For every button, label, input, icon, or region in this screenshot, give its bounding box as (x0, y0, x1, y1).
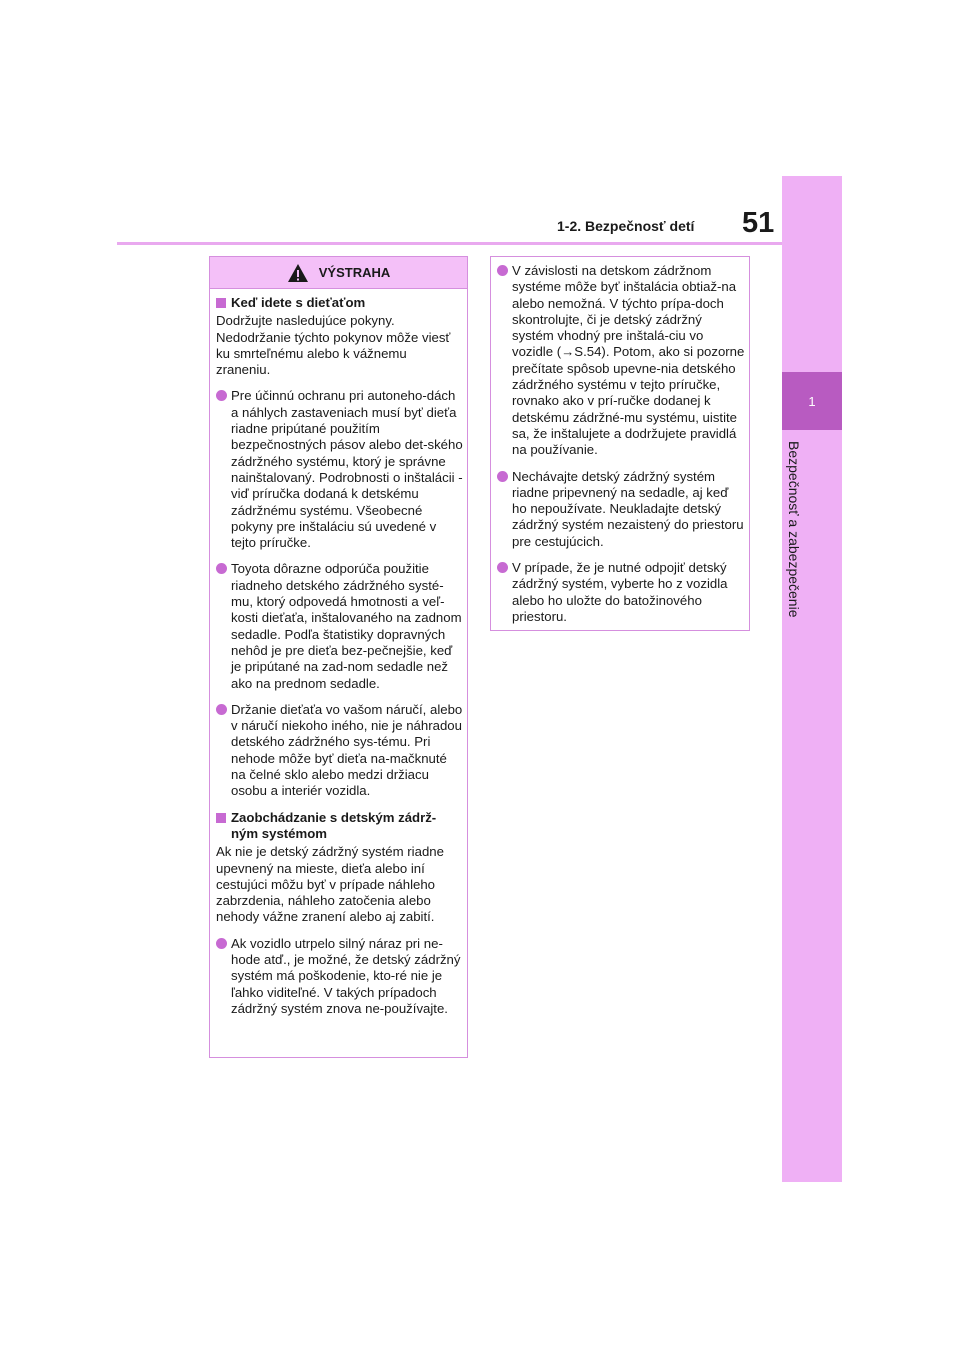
bullet-text: V závislosti na detskom zádržnom systéme môže byť inštalácia obtiaž-na alebo nemožná. V týchto prípa-doch skontrolujte, či je detský zádržný systém vhodný pre inštalá-ciu vo vozidle (→S.54). Potom, ako si pozorne prečítate spôsob upevne-nia detského zádržného systému v tejto príručke, rovnako ako v prí-ručke dodanej k detskému zádržné-mu systému, uistite sa, že inštalujete a dodržujete pravidlá na používanie. (512, 263, 745, 458)
bullet-dot-icon (497, 265, 508, 276)
header-divider (117, 242, 782, 245)
list-item (216, 936, 463, 1017)
bullet-text: Toyota dôrazne odporúča použitie riadneho detského zádržného systé-mu, ktorý odpovedá hmotnosti a veľ-kosti dieťaťa, inštalovaného na zadnom sedadle. Podľa štatistiky dopravných nehôd je pre dieťa bez-pečnejšie, keď je pripútané na zad-nom sedadle než ako na prednom sedadle. (231, 561, 462, 691)
section-heading (216, 810, 463, 843)
heading-text: Keď idete s dieťaťom (231, 295, 366, 310)
bullet-text: Držanie dieťaťa vo vašom náručí, alebo v náručí niekoho iného, nie je náhradou detského zádržného sys-tému. Pri nehode môže byť dieťa na-mačknuté na čelné sklo alebo medzi držiacu osobu a interiér vozidla. (231, 701, 463, 799)
section-title: 1-2. Bezpečnosť detí (557, 218, 695, 234)
list-item (497, 469, 745, 550)
page-number: 51 (742, 207, 775, 239)
section-heading (216, 295, 463, 311)
bullet-dot-icon (216, 390, 227, 401)
bullet-text: Pre účinnú ochranu pri autoneho-dách a náhlych zastaveniach musí byť dieťa riadne pripútané použitím bezpečnostných pásov alebo det-ského zádržného systému, ktorý je správne nainštalovaný. Podrobnosti o inštalácii - viď príručka dodaná k detskému zádržnému systému. Všeobecné pokyny pre inštaláciu sú uvedené v tejto príručke. (231, 388, 463, 551)
warning-body-continued (491, 257, 749, 625)
bullet-dot-icon (216, 938, 227, 949)
bullet-dot-icon (216, 563, 227, 574)
chapter-title: Bezpečnosť a zabezpečenie (786, 441, 802, 618)
bullet-dot-icon (497, 562, 508, 573)
list-item (497, 263, 745, 459)
warning-body (210, 289, 467, 1017)
warning-header (210, 257, 467, 289)
intro-paragraph: Ak nie je detský zádržný systém riadne upevnený na mieste, dieťa alebo iní cestujúci môžu byť v prípade náhleho zabrzdenia, náhleho zatočenia alebo nehody vážne zranení alebo aj zabití. (216, 844, 444, 925)
bullet-dot-icon (497, 471, 508, 482)
list-item (216, 561, 463, 691)
warning-box-continued (490, 256, 750, 631)
intro-paragraph: Dodržujte nasledujúce pokyny. Nedodržanie týchto pokynov môže viesť ku smrteľnému alebo k vážnemu zraneniu. (216, 313, 451, 378)
list-item (216, 702, 463, 800)
list-item (216, 388, 463, 551)
square-bullet-icon (216, 298, 226, 308)
heading-text: Zaobchádzanie s detským zádrž-ným systémom (231, 809, 437, 841)
bullet-text: Nechávajte detský zádržný systém riadne pripevnený na sedadle, aj keď ho nepoužívate. Neukladajte detský zádržný systém nezaistený do priestoru pre cestujúcich. (512, 468, 744, 549)
list-item (497, 560, 745, 625)
chapter-number: 1 (782, 372, 842, 430)
warning-title: VÝSTRAHA (318, 265, 391, 280)
bullet-dot-icon (216, 704, 227, 715)
square-bullet-icon (216, 813, 226, 823)
chapter-side-tab (782, 176, 842, 1182)
warning-box (209, 256, 468, 1058)
bullet-text: V prípade, že je nutné odpojiť detský zádržný systém, vyberte ho z vozidla alebo ho uložte do batožinového priestoru. (512, 560, 728, 624)
bullet-text: Ak vozidlo utrpelo silný náraz pri ne-hode atď., je možné, že detský zádržný systém má poškodenie, kto-ré nie je ľahko viditeľné. V takých prípadoch zádržný systém znova ne-používajte. (231, 935, 461, 1016)
warning-triangle-icon (287, 263, 309, 283)
